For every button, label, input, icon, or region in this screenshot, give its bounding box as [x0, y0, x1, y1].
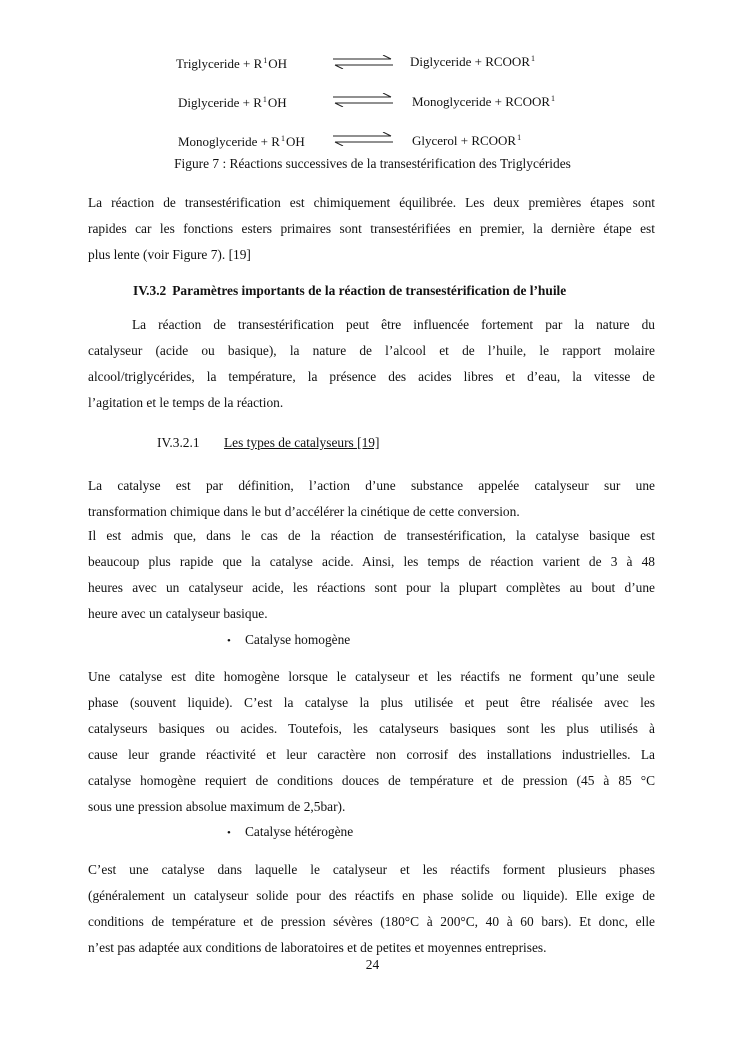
subsection-number: IV.3.2.1 [157, 435, 200, 450]
paragraph-heterogeneous [88, 857, 655, 961]
text-line: plus lente (voir Figure 7). [19] [88, 247, 251, 262]
text-line: beaucoup plus rapide que la catalyse acide. Ainsi, les temps de réaction varient de 3 à 48 [88, 554, 655, 569]
reaction-3-right: Glycerol + $RCOOR^1$ [412, 133, 522, 148]
paragraph-equilibrium [88, 190, 655, 268]
section-heading [133, 283, 566, 299]
paragraph-catalysis-definition [88, 473, 655, 523]
text-line: alcool/triglycérides, la température, la présence des acides libres et d’eau, la vitesse de [88, 369, 655, 384]
text-line: (généralement un catalyseur solide pour des réactifs en phase solide ou liquide). Elle exige de [88, 888, 655, 903]
subsection-title: Les types de catalyseurs [19] [224, 435, 380, 450]
bullet-heterogeneous [227, 824, 353, 840]
bullet-homogeneous [227, 632, 350, 648]
bullet-icon: • [227, 635, 231, 647]
paragraph-basic-vs-acid [88, 523, 655, 627]
text-line: Il est admis que, dans le cas de la réaction de transestérification, la catalyse basique est [88, 528, 655, 543]
reaction-2-right: Monoglyceride + $RCOOR^1$ [412, 94, 556, 109]
paragraph-homogeneous [88, 664, 655, 820]
text-line: sous une pression absolue maximum de 2,5bar). [88, 799, 346, 814]
text-line: phase (souvent liquide). C’est la catalyse la plus utilisée et peut être réalisée avec les [88, 695, 655, 710]
text-line: Une catalyse est dite homogène lorsque le catalyseur et les réactifs ne forment qu’une seule [88, 669, 655, 684]
text-line: l’agitation et le temps de la réaction. [88, 395, 284, 410]
text-line: rapides car les fonctions esters primaires sont transestérifiées en premier, la dernière étape est [88, 221, 655, 236]
text-line: transformation chimique dans le but d’accélérer la cinétique de cette conversion. [88, 504, 520, 519]
text-line: heures avec un catalyseur acide, les réactions sont pour la plupart complètes au bout d’une [88, 580, 655, 595]
text-line: cause leur grande réactivité et leur caractère non corrosif des installations industrielles. La [88, 747, 655, 762]
text-line: heure avec un catalyseur basique. [88, 606, 268, 621]
paragraph-parameters [88, 312, 655, 416]
subsection-heading [157, 435, 379, 451]
bullet-icon: • [227, 827, 231, 839]
text-line: catalyse homogène requiert de conditions douces de température et de pression (45 à 85 °C [88, 773, 655, 788]
text-line: catalyseur (acide ou basique), la nature de l’alcool et de l’huile, le rapport molaire [88, 343, 655, 358]
bullet-label: Catalyse hétérogène [245, 824, 354, 839]
reaction-3-left: Monoglyceride + $R^1OH$ [178, 134, 305, 149]
text-line: conditions de température et de pression sévères (180°C à 200°C, 40 à 60 bars). Et donc, elle [88, 914, 655, 929]
equilibrium-arrow-icon [333, 132, 393, 146]
text-line: La réaction de transestérification peut être influencée fortement par la nature du [132, 317, 655, 332]
text-line: n’est pas adaptée aux conditions de laboratoires et de petites et moyennes entreprises. [88, 940, 547, 955]
text-line: C’est une catalyse dans laquelle le catalyseur et les réactifs forment plusieurs phases [88, 862, 655, 877]
text-line: catalyseurs basiques ou acides. Toutefois, les catalyseurs basiques sont les plus utilisés à [88, 721, 655, 736]
reaction-1-left: Triglyceride + $R^1OH$ [176, 56, 288, 71]
bullet-label: Catalyse homogène [245, 632, 351, 647]
equilibrium-arrow-icon [333, 55, 393, 69]
text-line: La réaction de transestérification est chimiquement équilibrée. Les deux premières étapes sont [88, 195, 655, 210]
equilibrium-arrow-icon [333, 93, 393, 107]
text-line: La catalyse est par définition, l’action d’une substance appelée catalyseur sur une [88, 478, 655, 493]
reaction-2-left: Diglyceride + $R^1OH$ [178, 95, 287, 110]
page-number: 24 [365, 957, 380, 972]
section-number: IV.3.2 [133, 283, 167, 298]
reaction-1-right: Diglyceride + $RCOOR^1$ [410, 54, 535, 69]
figure-caption: Figure 7 : Réactions successives de la transestérification des Triglycérides [174, 156, 571, 171]
section-title: Paramètres importants de la réaction de transestérification de l’huile [172, 283, 567, 298]
